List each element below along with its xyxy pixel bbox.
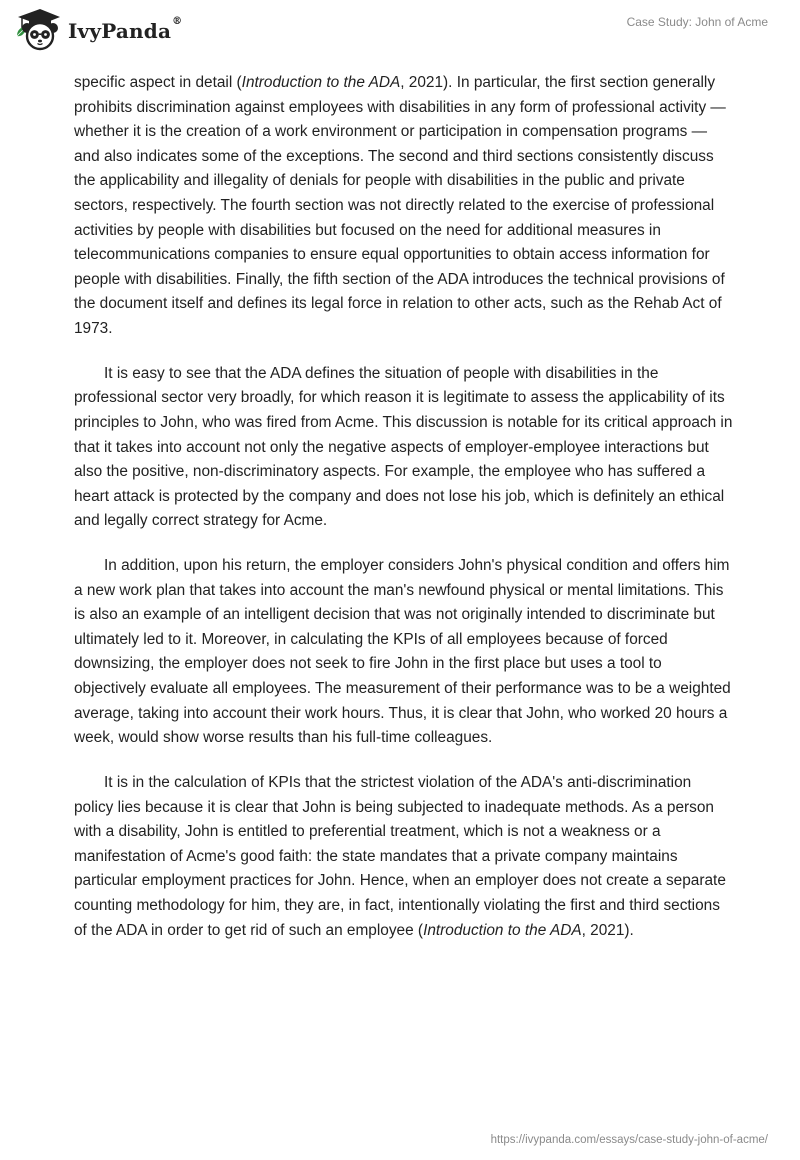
page-header <box>0 0 800 70</box>
document-title: Case Study: John of Acme <box>626 15 768 29</box>
paragraph-1: specific aspect in detail (Introduction to the ADA, 2021). In particular, the first section generally prohibits discrimination against employees with disabilities in any form of professional activity — whether it is the creation of a work environment or participation in compensation programs — and also indicates some of the exceptions. The second and third sections consistently discuss the applicability and illegality of denials for people with disabilities in the public and private sectors, respectively. The fourth section was not directly related to the exercise of professional activities by people with disabilities but focused on the need for additional measures in telecommunications companies to ensure equal opportunities to obtain access information for people with disabilities. Finally, the fifth section of the ADA introduces the technical provisions of the document itself and defines its legal force in relation to other acts, such as the Rehab Act of 1973. <box>74 74 726 337</box>
panda-graduate-icon <box>14 6 62 52</box>
source-url[interactable]: https://ivypanda.com/essays/case-study-john-of-acme/ <box>490 1134 768 1146</box>
paragraph-2: It is easy to see that the ADA defines the situation of people with disabilities in the professional sector very broadly, for which reason it is legitimate to assess the applicability of its principles to John, who was fired from Acme. This discussion is notable for its critical approach in that it takes into account not only the negative aspects of employer-employee interactions but also the positive, non-discriminatory aspects. For example, the employee who has suffered a heart attack is protected by the company and does not lose his job, which is definitely an ethical and legally correct strategy for Acme. <box>74 364 733 530</box>
brand-name: IvyPanda® <box>68 16 183 43</box>
paragraph-3: In addition, upon his return, the employer considers John's physical condition and offers him a new work plan that takes into account the man's newfound physical or mental limitations. This is also an example of an intelligent decision that was not originally intended to discriminate but ultimately led to it. Moreover, in calculating the KPIs of all employees because of forced downsizing, the employer does not seek to fire John in the first place but uses a tool to objectively evaluate all employees. The measurement of their performance was to be a weighted average, taking into account their work hours. Thus, it is clear that John, who worked 20 hours a week, would show worse results than his full-time colleagues. <box>74 557 731 747</box>
brand-logo[interactable] <box>14 6 182 52</box>
registered-mark: ® <box>172 16 183 28</box>
citation-title: Introduction to the ADA <box>241 74 401 91</box>
essay-body <box>74 71 734 963</box>
citation-title: Introduction to the ADA <box>423 921 582 939</box>
paragraph-4: It is in the calculation of KPIs that the strictest violation of the ADA's anti-discrimination policy lies because it is clear that John is being subjected to inadequate methods. As a person with a disability, John is entitled to preferential treatment, which is not a weakness or a manifestation of Acme's good faith: the state mandates that a private company maintains particular employment practices for John. Hence, when an employer does not create a separate counting methodology for him, they are, in fact, intentionally violating the first and third sections of the ADA in order to get rid of such an employee (Introduction to the ADA, 2021). <box>74 774 726 939</box>
